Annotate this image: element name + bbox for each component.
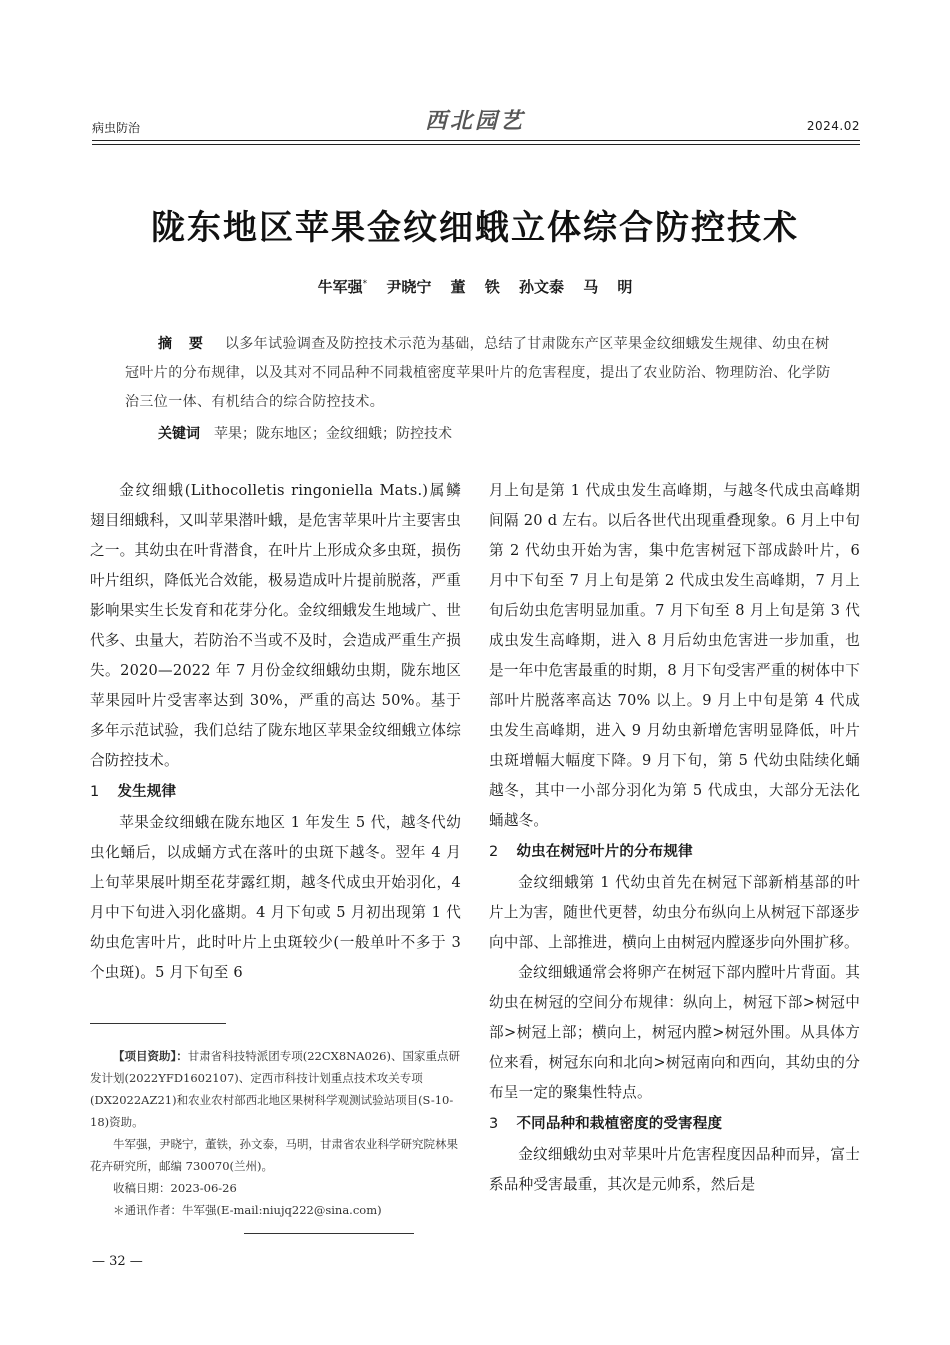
section-2-heading — [489, 837, 860, 867]
abstract-text: 以多年试验调查及防控技术示范为基础，总结了甘肃陇东产区苹果金纹细蛾发生规律、幼虫在树冠叶片的分布规律，以及其对不同品种不同栽植密度苹果叶片的危害程度，提出了农业防治、物理防治、化学防治三位一体、有机结合的综合防控技术。 — [125, 336, 831, 410]
section-2-number: 2 — [489, 844, 499, 860]
journal-logo: 西北园艺 — [424, 108, 525, 134]
intro-paragraph: 金纹细蛾(Lithocolletis ringoniella Mats.)属鳞翅目细蛾科，又叫苹果潜叶蛾，是危害苹果叶片主要害虫之一。其幼虫在叶背潜食，在叶片上形成众多虫斑，损伤叶片组织，降低光合效能，极易造成叶片提前脱落，严重影响果实生长发育和花芽分化。金纹细蛾发生地域广、世代多、虫量大，若防治不当或不及时，会造成严重生产损失。2020—2022 年 7 月份金纹细蛾幼虫期，陇东地区苹果园叶片受害率达到 30%，严重的高达 50%。基于多年示范试验，我们总结了陇东地区苹果金纹细蛾立体综合防控技术。 — [90, 482, 461, 769]
section-1-paragraph: 苹果金纹细蛾在陇东地区 1 年发生 5 代，越冬代幼虫化蛹后，以成蛹方式在落叶的虫斑下越冬。翌年 4 月上旬苹果展叶期至花芽露红期，越冬代成虫开始羽化，4 月中下旬进入羽化盛期。4 月下旬或 5 月初出现第 1 代幼虫危害叶片，此时叶片上虫斑较少(一般单叶不多于 3 个虫斑)。5 月下旬至 6 — [90, 814, 461, 981]
section-2-paragraph-2: 金纹细蛾通常会将卵产在树冠下部内膛叶片背面。其幼虫在树冠的空间分布规律：纵向上，树冠下部>树冠中部>树冠上部；横向上，树冠内膛>树冠外围。从具体方位来看，树冠东向和北向>树冠南向和西向，其幼虫的分布呈一定的聚集性特点。 — [489, 964, 860, 1101]
section-1-title: 发生规律 — [117, 784, 177, 800]
page-number: — 32 — — [92, 1254, 143, 1269]
funding-label: 【项目资助】： — [113, 1049, 188, 1063]
first-author: 牛军强 — [317, 278, 363, 296]
section-3-number: 3 — [489, 1116, 499, 1132]
abstract — [125, 330, 833, 417]
author-line — [0, 276, 950, 297]
abstract-label: 摘 要 — [158, 336, 209, 352]
funding-text: 甘肃省科技特派团专项(22CX8NA026)、国家重点研发计划(2022YFD1602107)、定西市科技计划重点技术攻关专项(DX2022AZ21)和农业农村部西北地区果树科学观测试验站项目(S-10-18)资助。 — [90, 1049, 460, 1129]
section-3-title: 不同品种和栽植密度的受害程度 — [516, 1116, 723, 1132]
article-title: 陇东地区苹果金纹细蛾立体综合防控技术 — [151, 208, 799, 248]
funding-note — [90, 1045, 464, 1133]
bottom-rule — [244, 1233, 414, 1234]
footnote-rule — [90, 1023, 226, 1024]
section-1-heading — [90, 777, 461, 807]
section-3-paragraph: 金纹细蛾幼虫对苹果叶片危害程度因品种而异，富士系品种受害最重，其次是元帅系，然后是 — [489, 1146, 860, 1193]
section-1-number: 1 — [90, 784, 100, 800]
section-label: 病虫防治 — [92, 121, 141, 135]
right-column — [489, 476, 860, 1200]
section-2-title: 幼虫在树冠叶片的分布规律 — [516, 844, 693, 860]
corresponding-mark: * — [362, 279, 368, 289]
issue-date: 2024.02 — [806, 119, 860, 133]
corresponding-author: ＊通讯作者：牛军强(E-mail:niujq222@sina.com) — [113, 1203, 382, 1217]
header-rule — [92, 140, 860, 141]
footnotes — [90, 1045, 464, 1221]
affiliation-note: 牛军强，尹晓宁，董铁，孙文泰，马明，甘肃省农业科学研究院林果花卉研究所，邮编 730070(兰州)。 — [90, 1137, 458, 1173]
section-3-heading — [489, 1109, 860, 1139]
keywords-text: 苹果；陇东地区；金纹细蛾；防控技术 — [214, 426, 452, 442]
keywords — [158, 420, 452, 448]
section-1-paragraph-continued: 月上旬是第 1 代成虫发生高峰期，与越冬代成虫高峰期间隔 20 d 左右。以后各世代出现重叠现象。6 月上中旬第 2 代幼虫开始为害，集中危害树冠下部成龄叶片，6 月中下旬至 7 月上旬是第 2 代成虫发生高峰期，7 月上旬后幼虫危害明显加重。7 月下旬至 8 月上旬是第 3 代成虫发生高峰期，进入 8 月后幼虫危害进一步加重，也是一年中危害最重的时期，8 月下旬受害严重的树体中下部叶片脱落率高达 70% 以上。9 月上中旬是第 4 代成虫发生高峰期，进入 9 月幼虫新增危害明显降低，叶片虫斑增幅大幅度下降。9 月下旬，第 5 代幼虫陆续化蛹越冬，其中一小部分羽化为第 5 代成虫，大部分无法化蛹越冬。 — [489, 482, 860, 829]
header-rule-thin — [92, 144, 860, 145]
other-authors: 尹晓宁 董 铁 孙文泰 马 明 — [386, 278, 633, 296]
left-column — [90, 476, 461, 988]
keywords-label: 关键词 — [158, 426, 200, 442]
received-date: 收稿日期：2023-06-26 — [113, 1181, 237, 1195]
section-2-paragraph-1: 金纹细蛾第 1 代幼虫首先在树冠下部新梢基部的叶片上为害，随世代更替，幼虫分布纵向上从树冠下部逐步向中部、上部推进，横向上由树冠内膛逐步向外围扩移。 — [489, 874, 860, 951]
